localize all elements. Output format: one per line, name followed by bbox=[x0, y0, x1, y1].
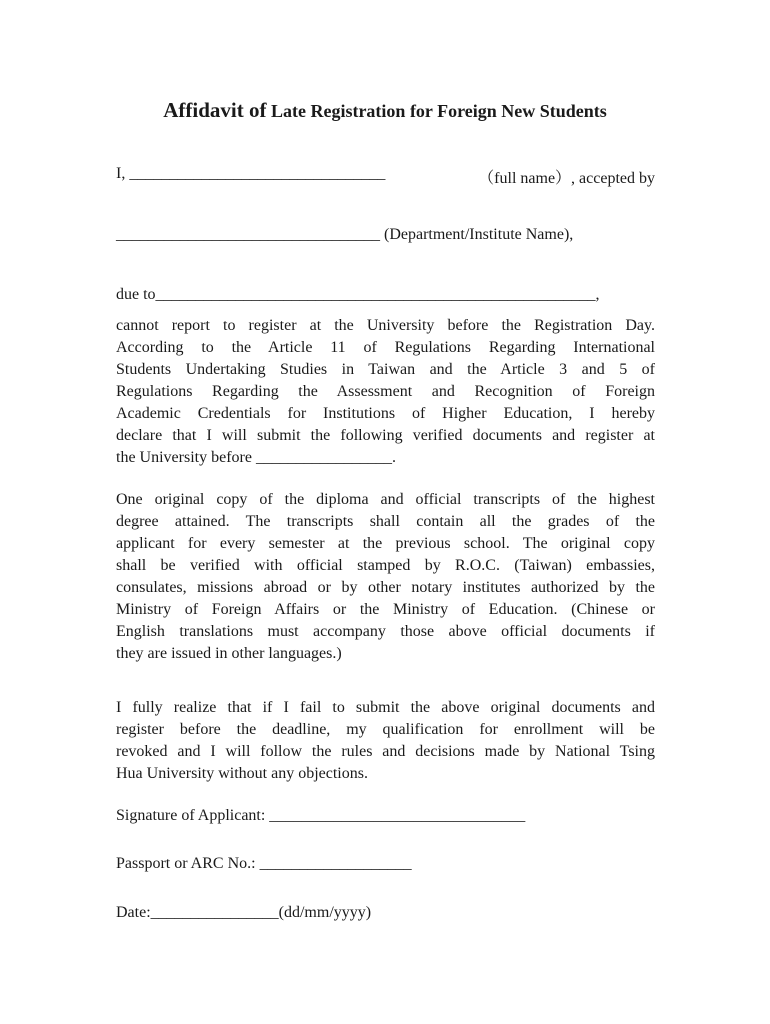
full-name-line bbox=[116, 165, 655, 188]
document-title bbox=[0, 98, 770, 123]
paragraph-line: register before the deadline, my qualification for enrollment will be bbox=[116, 721, 655, 738]
paragraph-line: they are issued in other languages.) bbox=[116, 645, 342, 662]
paragraph-line: revoked and I will follow the rules and decisions made by National Tsing bbox=[116, 743, 655, 760]
paragraph-line: Regulations Regarding the Assessment and Recognition of Foreign bbox=[116, 383, 655, 400]
passport-line: Passport or ARC No.: ___________________ bbox=[116, 855, 412, 872]
signature-line: Signature of Applicant: ________________________________ bbox=[116, 807, 526, 824]
paragraph-line: English translations must accompany those above official documents if bbox=[116, 623, 655, 640]
department-line: _________________________________ (Department/Institute Name), bbox=[116, 226, 574, 243]
paragraph-line: I fully realize that if I fail to submit the above original documents and bbox=[116, 699, 655, 716]
paragraph-line: According to the Article 11 of Regulations Regarding International bbox=[116, 339, 655, 356]
full-name-blank: I, ________________________________ bbox=[116, 165, 386, 182]
paragraph-line: declare that I will submit the following verified documents and register at bbox=[116, 427, 655, 444]
paragraph-line: Ministry of Foreign Affairs or the Ministry of Education. (Chinese or bbox=[116, 601, 655, 618]
paragraph-line: Academic Credentials for Institutions of Higher Education, I hereby bbox=[116, 405, 655, 422]
full-name-label: （full name）, accepted by bbox=[478, 170, 655, 187]
paragraph-line: Students Undertaking Studies in Taiwan and the Article 3 and 5 of bbox=[116, 361, 655, 378]
date-line: Date:________________(dd/mm/yyyy) bbox=[116, 904, 372, 921]
title-part-2: Late Registration for Foreign New Students bbox=[266, 101, 607, 121]
paragraph-line: shall be verified with official stamped by R.O.C. (Taiwan) embassies, bbox=[116, 557, 655, 574]
paragraph-acknowledgement bbox=[116, 697, 655, 785]
paragraph-line: the University before _________________. bbox=[116, 449, 396, 466]
title-part-1: Affidavit of bbox=[163, 98, 267, 122]
paragraph-declaration bbox=[116, 315, 655, 469]
due-to-line: due to_______________________________________________________, bbox=[116, 286, 600, 303]
paragraph-line: consulates, missions abroad or by other notary institutes authorized by the bbox=[116, 579, 655, 596]
paragraph-line: One original copy of the diploma and official transcripts of the highest bbox=[116, 491, 655, 508]
paragraph-line: degree attained. The transcripts shall contain all the grades of the bbox=[116, 513, 655, 530]
paragraph-documents bbox=[116, 489, 655, 665]
paragraph-line: applicant for every semester at the previous school. The original copy bbox=[116, 535, 655, 552]
paragraph-line: Hua University without any objections. bbox=[116, 765, 368, 782]
paragraph-line: cannot report to register at the University before the Registration Day. bbox=[116, 317, 655, 334]
